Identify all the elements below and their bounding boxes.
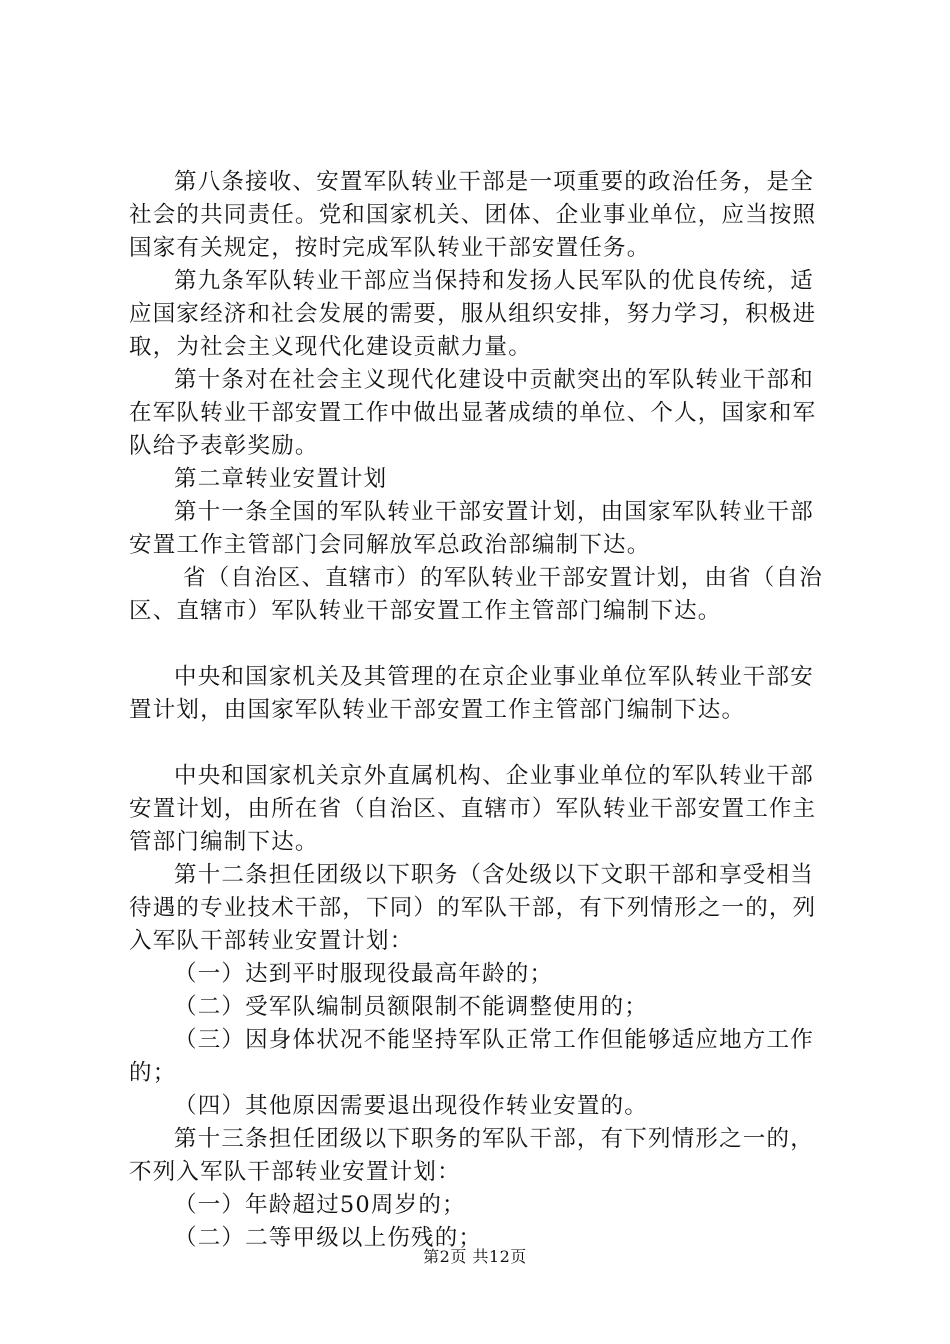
chapter-2-heading: 第二章转业安置计划 bbox=[174, 466, 388, 492]
article-13-item-2: （二）二等甲级以上伤残的； bbox=[174, 1225, 483, 1251]
article-13-paragraph: 第十三条担任团级以下职务的军队干部，有下列情形之一的，不列入军队干部转业安置计划： bbox=[129, 1126, 814, 1185]
document-body bbox=[129, 166, 829, 1255]
article-10-paragraph: 第十条对在社会主义现代化建设中贡献突出的军队转业干部和在军队转业干部安置工作中做出显著成绩的单位、个人，国家和军队给予表彰奖励。 bbox=[129, 367, 817, 459]
article-12-item-2: （二）受军队编制员额限制不能调整使用的； bbox=[174, 994, 649, 1020]
article-12-item-4: （四）其他原因需要退出现役作转业安置的。 bbox=[174, 1093, 649, 1119]
article-9-paragraph: 第九条军队转业干部应当保持和发扬人民军队的优良传统，适应国家经济和社会发展的需要，服从组织安排，努力学习，积极进取，为社会主义现代化建设贡献力量。 bbox=[129, 268, 817, 360]
article-12-paragraph: 第十二条担任团级以下职务（含处级以下文职干部和享受相当待遇的专业技术干部，下同）的军队干部，有下列情形之一的，列入军队干部转业安置计划： bbox=[129, 862, 817, 954]
article-11-paragraph: 第十一条全国的军队转业干部安置计划，由国家军队转业干部安置工作主管部门会同解放军总政治部编制下达。 bbox=[129, 499, 814, 558]
article-8-paragraph: 第八条接收、安置军队转业干部是一项重要的政治任务，是全社会的共同责任。党和国家机关、团体、企业事业单位，应当按照国家有关规定，按时完成军队转业干部安置任务。 bbox=[129, 169, 817, 261]
provincial-plan-paragraph: 省（自治区、直辖市）的军队转业干部安置计划，由省（自治区、直辖市）军队转业干部安置工作主管部门编制下达。 bbox=[129, 565, 823, 624]
central-beijing-plan-paragraph: 中央和国家机关及其管理的在京企业事业单位军队转业干部安置计划，由国家军队转业干部安置工作主管部门编制下达。 bbox=[129, 664, 814, 723]
central-outside-beijing-plan-paragraph: 中央和国家机关京外直属机构、企业事业单位的军队转业干部安置计划，由所在省（自治区、直辖市）军队转业干部安置工作主管部门编制下达。 bbox=[129, 763, 817, 855]
article-12-item-3: （三）因身体状况不能坚持军队正常工作但能够适应地方工作的； bbox=[129, 1027, 814, 1086]
article-13-item-1: （一）年龄超过50周岁的； bbox=[174, 1192, 466, 1218]
page-number-footer: 第2页 共12页 bbox=[423, 1247, 527, 1266]
article-12-item-1: （一）达到平时服现役最高年龄的； bbox=[174, 961, 554, 987]
